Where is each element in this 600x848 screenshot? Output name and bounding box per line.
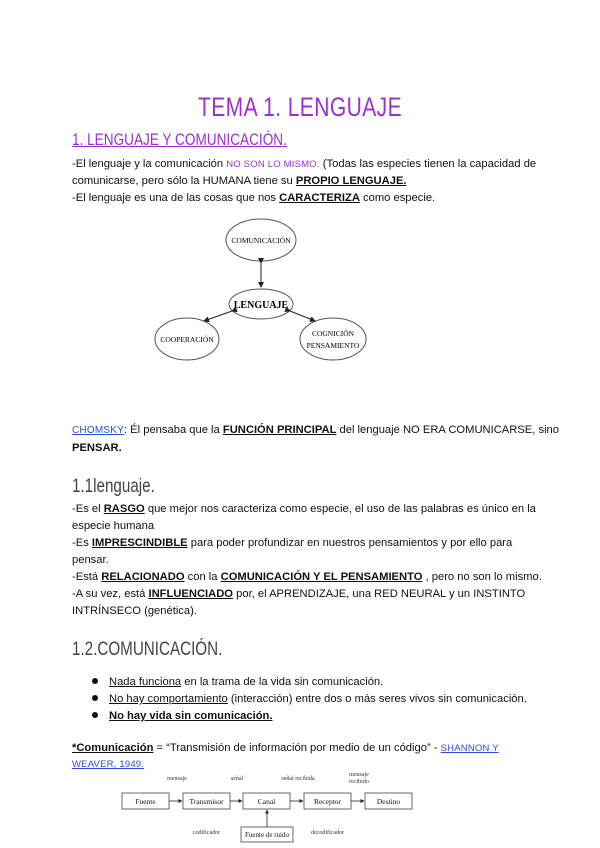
paragraph-line — [72, 570, 542, 585]
emphasis-text: COMUNICACIÓN Y EL PENSAMIENTO — [220, 571, 423, 583]
list-item — [92, 691, 527, 708]
emphasis-text: No hay vida sin comunicación. — [109, 710, 273, 722]
emphasis-text: CARACTERIZA — [279, 192, 360, 204]
bullet-icon — [92, 678, 98, 684]
cognicion-label: COGNICIÓN — [311, 329, 355, 338]
text-run: -Es el — [72, 503, 104, 515]
text-run: -Es — [72, 537, 92, 549]
highlight-text: NO SON LO MISMO. — [226, 159, 320, 170]
paragraph-line: especie humana — [72, 520, 155, 532]
arrow-left — [204, 311, 232, 321]
mensaje-recibido-label: mensaje — [349, 772, 369, 778]
fuente-label: Fuente — [135, 797, 156, 806]
text-run: por, el APRENDIZAJE, una RED NEURAL y un INSTINTO — [233, 588, 526, 600]
text-run: -El lenguaje es una de las cosas que nos — [72, 192, 280, 204]
page-title: TEMA 1. LENGUAJE — [197, 92, 403, 122]
text-run: -El lenguaje y la comunicación — [72, 158, 227, 170]
paragraph-line — [72, 157, 536, 172]
text-run: con la — [184, 571, 221, 583]
paragraph-line: pensar. — [72, 554, 109, 566]
transmisor-label: Transmisor — [189, 797, 224, 806]
emphasis-text: No hay comportamiento — [109, 693, 228, 705]
paragraph-line — [72, 536, 512, 551]
chomsky-link[interactable]: CHOMSKY — [72, 425, 124, 436]
destino-label: Destino — [376, 797, 401, 806]
reference-link[interactable]: WEAVER, 1949. — [72, 759, 145, 770]
paragraph-line — [72, 191, 435, 206]
senal-label: señal — [230, 776, 244, 782]
communication-model-diagram — [118, 772, 418, 844]
paragraph-line — [72, 502, 536, 517]
mensaje-label: mensaje — [167, 776, 187, 782]
text-run: como especie. — [359, 192, 436, 204]
cognicion-node — [300, 318, 366, 360]
text-run: que mejor nos caracteriza como especie, el uso de las palabras es único en la — [144, 503, 536, 515]
emphasis-text: FUNCIÓN PRINCIPAL — [222, 424, 337, 436]
arrow-right — [290, 311, 315, 321]
lenguaje-label: LENGUAJE — [233, 300, 289, 311]
reference-link[interactable]: SHANNON Y — [440, 743, 499, 754]
text-run: comunicarse, pero sólo la HUMANA tiene su — [72, 175, 296, 187]
paragraph-line — [72, 423, 559, 438]
receptor-label: Receptor — [313, 797, 342, 806]
paragraph-line — [72, 174, 407, 189]
ruido-label: Fuente de ruido — [245, 831, 289, 839]
cooperacion-label: COOPERACIÓN — [160, 335, 214, 344]
comunicacion-label: COMUNICACIÓN — [231, 236, 291, 245]
text-run: -Está — [72, 571, 102, 583]
mensaje-recibido-label: recibido — [349, 779, 369, 785]
emphasis-text: PROPIO LENGUAJE. — [295, 175, 407, 187]
definition-line — [72, 741, 499, 756]
paragraph-line: PENSAR. — [72, 442, 122, 454]
emphasis-text: RELACIONADO — [101, 571, 185, 583]
text-run: : Él pensaba que la — [123, 424, 223, 436]
emphasis-text: INFLUENCIADO — [148, 588, 234, 600]
bullet-icon — [92, 695, 98, 701]
paragraph-line: INTRÍNSECO (genética). — [72, 605, 197, 617]
text-run: para poder profundizar en nuestros pensamientos y por ello para — [187, 537, 513, 549]
language-diagram — [140, 215, 460, 365]
codificador-label: codificador — [192, 830, 221, 836]
section-heading-lenguaje: 1.1lenguaje. — [72, 476, 155, 497]
definition-term: *Comunicación — [72, 742, 154, 754]
text-run: en la trama de la vida sin comunicación. — [181, 676, 384, 688]
text-run: (Todas las especies tienen la capacidad de — [319, 158, 537, 170]
section-heading-lenguaje-comunicacion: 1. LENGUAJE Y COMUNICACIÓN. — [72, 130, 287, 149]
bullet-icon — [92, 712, 98, 718]
emphasis-text: IMPRESCINDIBLE — [91, 537, 188, 549]
definition-line — [72, 757, 144, 772]
text-run: -A su vez, está — [72, 588, 149, 600]
text-run: , pero no son lo mismo. — [422, 571, 542, 583]
paragraph-line — [72, 587, 525, 602]
emphasis-text: RASGO — [103, 503, 145, 515]
text-run: = “Transmisión de información por medio de un código” - — [153, 742, 441, 754]
text-run: del lenguaje NO ERA COMUNICARSE, sino — [336, 424, 559, 436]
list-item — [92, 708, 527, 725]
senal-recibida-label: señal recibida — [281, 776, 315, 782]
list-item — [92, 674, 527, 691]
emphasis-text: Nada funciona — [109, 676, 182, 688]
bullet-list — [92, 674, 527, 725]
canal-label: Canal — [257, 797, 276, 806]
section-heading-comunicacion: 1.2.COMUNICACIÓN. — [72, 639, 223, 660]
decodificador-label: decodificador — [311, 830, 344, 836]
pensamiento-label: PENSAMIENTO — [306, 341, 360, 350]
text-run: (interacción) entre dos o más seres vivos sin comunicación. — [227, 693, 527, 705]
